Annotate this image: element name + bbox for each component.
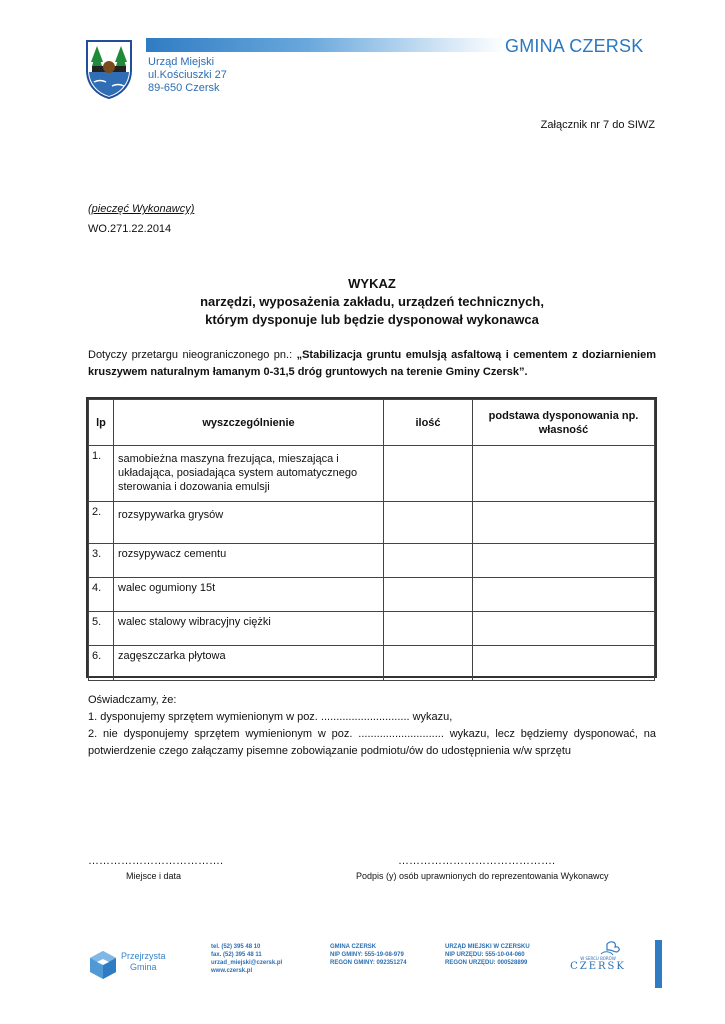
footer-contact — [211, 943, 282, 975]
czersk-logo-icon — [567, 940, 629, 972]
row-qty — [384, 646, 473, 681]
footer-website: www.czersk.pl — [211, 968, 253, 974]
row-item: zagęszczarka płytowa — [114, 646, 384, 681]
row-basis — [473, 446, 655, 502]
place-date-label: Miejsce i data — [126, 871, 182, 881]
contractor-stamp-label: (pieczęć Wykonawcy) — [88, 203, 195, 215]
row-number: 1. — [89, 446, 114, 502]
row-qty — [384, 578, 473, 612]
logo-tagline: W SERCU BORÓW — [580, 956, 616, 961]
coat-of-arms-icon — [84, 38, 134, 100]
footer-urzad-regon: REGON URZĘDU: 000528899 — [445, 960, 528, 966]
row-number: 6. — [89, 646, 114, 681]
declaration-intro: Oświadczamy, że: — [88, 694, 177, 706]
footer-urzad-info — [445, 943, 530, 967]
row-item: walec ogumiony 15t — [114, 578, 384, 612]
przejrzysta-gmina-label — [121, 951, 166, 973]
row-number: 3. — [89, 544, 114, 578]
signature-label: Podpis (y) osób uprawnionych do reprezentowania Wykonawcy — [356, 871, 609, 881]
title-line-1: WYKAZ — [348, 276, 396, 291]
header-qty: ilość — [384, 400, 473, 446]
table-row — [89, 578, 655, 612]
row-basis — [473, 502, 655, 544]
footer-phone: tel. (52) 395 48 10 — [211, 944, 261, 950]
row-number: 4. — [89, 578, 114, 612]
row-basis — [473, 612, 655, 646]
title-line-2: narzędzi, wyposażenia zakładu, urządzeń technicznych, — [200, 294, 544, 309]
document-title — [88, 275, 656, 329]
row-item: rozsypywarka grysów — [114, 502, 384, 544]
table-header-row — [89, 400, 655, 446]
row-item: rozsypywacz cementu — [114, 544, 384, 578]
row-item: samobieżna maszyna frezująca, mieszająca i układająca, posiadająca system automatycznego sterowania i dozowania emulsji — [114, 446, 384, 502]
footer-gmina-nip: NIP GMINY: 555-19-08-979 — [330, 952, 404, 958]
row-basis — [473, 544, 655, 578]
header-band — [146, 38, 506, 52]
org-address — [148, 56, 227, 95]
footer-gmina-info — [330, 943, 407, 967]
table-row — [89, 612, 655, 646]
place-date-line: ………………………………. — [88, 855, 224, 867]
reference-number: WO.271.22.2014 — [88, 223, 172, 235]
przejrzysta-line-1: Przejrzysta — [121, 951, 166, 961]
footer-fax: fax. (52) 395 48 11 — [211, 952, 262, 958]
org-street: ul.Kościuszki 27 — [148, 69, 227, 81]
title-line-3: którym dysponuje lub będzie dysponował wykonawca — [205, 312, 539, 327]
row-qty — [384, 502, 473, 544]
table-row — [89, 446, 655, 502]
annex-label: Załącznik nr 7 do SIWZ — [540, 119, 655, 131]
footer-urzad-name: URZĄD MIEJSKI W CZERSKU — [445, 944, 530, 950]
gmina-title: GMINA CZERSK — [505, 36, 644, 56]
row-basis — [473, 646, 655, 681]
table-row — [89, 544, 655, 578]
row-qty — [384, 612, 473, 646]
logo-wordmark: CZERSK — [570, 961, 626, 972]
footer-urzad-nip: NIP URZĘDU: 555-10-04-060 — [445, 952, 525, 958]
header-lp: lp — [89, 400, 114, 446]
przejrzysta-line-2: Gmina — [130, 962, 157, 972]
row-qty — [384, 544, 473, 578]
equipment-table — [86, 397, 657, 678]
tender-reference — [88, 347, 656, 381]
table-row — [89, 502, 655, 544]
declaration-point-2: 2. nie dysponujemy sprzętem wymienionym w poz. ............................ wykazu, lecz będziemy dysponować, na potwierdzenie czego załączamy pisemne zobowiązanie podmiotu/ów do udostępnienia w/w sprzętu — [88, 728, 656, 757]
declaration-point-1: 1. dysponujemy sprzętem wymienionym w poz. ............................. wykazu, — [88, 711, 453, 723]
header-item: wyszczególnienie — [114, 400, 384, 446]
row-number: 5. — [89, 612, 114, 646]
footer-email: urzad_miejski@czersk.pl — [211, 960, 283, 966]
org-name: Urząd Miejski — [148, 56, 215, 68]
header-basis: podstawa dysponowania np. własność — [473, 400, 655, 446]
footer-gmina-regon: REGON GMINY: 092351274 — [330, 960, 407, 966]
org-city: 89-650 Czersk — [148, 82, 220, 94]
footer-accent-bar — [655, 940, 662, 988]
footer-gmina-name: GMINA CZERSK — [330, 944, 377, 950]
tender-name: „Stabilizacja gruntu emulsją asfaltową i cementem z doziarnieniem kruszywem naturalnym łamanym 0-31,5 dróg gruntowych na terenie Gminy Czersk”. — [88, 349, 657, 378]
row-basis — [473, 578, 655, 612]
przejrzysta-gmina-icon — [88, 950, 118, 980]
row-item: walec stalowy wibracyjny ciężki — [114, 612, 384, 646]
table-row — [89, 646, 655, 681]
signature-line: ……………………………………. — [398, 855, 556, 867]
declaration — [88, 692, 656, 760]
row-qty — [384, 446, 473, 502]
tender-prefix: Dotyczy przetargu nieograniczonego pn.: — [88, 349, 297, 361]
row-number: 2. — [89, 502, 114, 544]
